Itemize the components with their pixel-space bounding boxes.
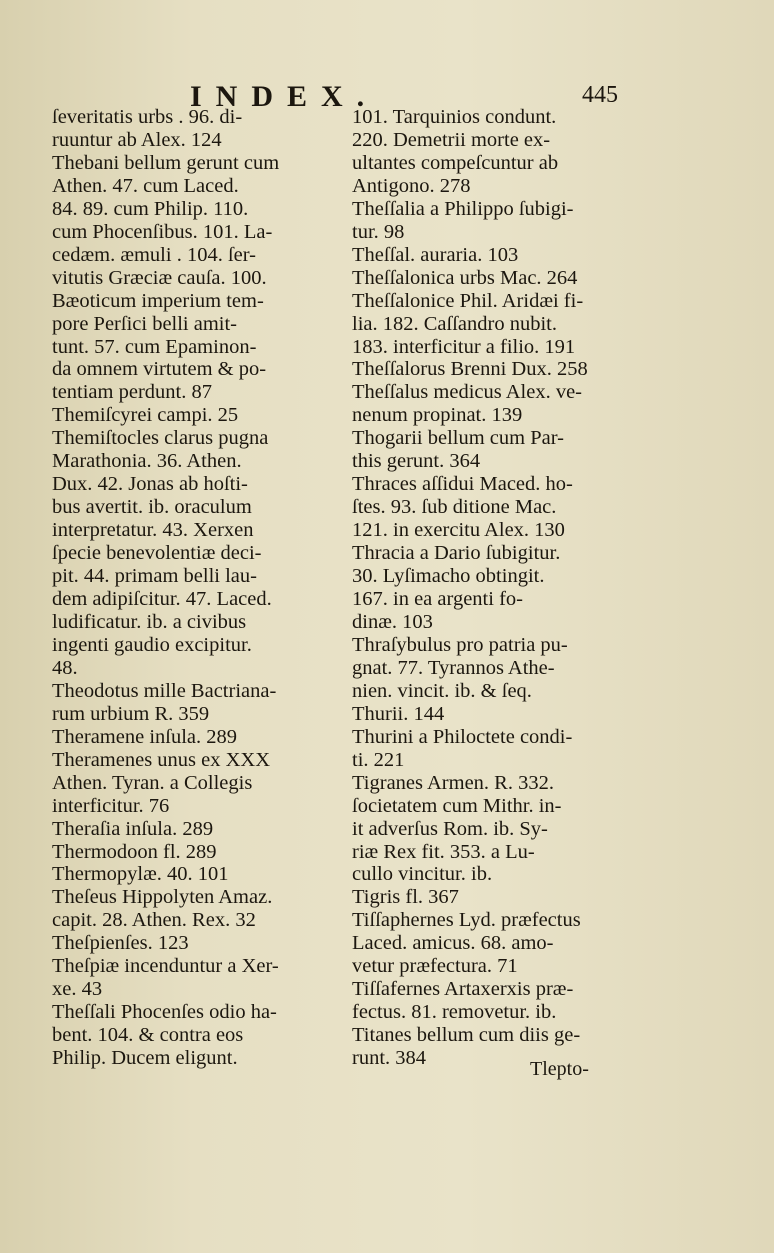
index-line: 183. interficitur a filio. 191 — [352, 335, 576, 358]
index-line: Laced. amicus. 68. amo- — [352, 932, 554, 955]
index-line: pit. 44. primam belli lau- — [52, 565, 257, 588]
index-line: Theſſalia a Philippo ſubigi- — [352, 197, 574, 220]
index-line: 101. Tarquinios condunt. — [352, 106, 557, 128]
index-line: Thraces aſſidui Maced. ho- — [352, 473, 573, 496]
index-line: ti. 221 — [352, 748, 405, 771]
index-line: ultantes compeſcuntur ab — [352, 151, 559, 174]
index-line: Tiſſafernes Artaxerxis præ- — [352, 978, 574, 1001]
index-line: cullo vincitur. ib. — [352, 863, 493, 886]
page-number: 445 — [582, 82, 618, 108]
index-line: Thebani bellum gerunt cum — [52, 151, 280, 174]
index-line: 30. Lyſimacho obtingit. — [352, 565, 545, 588]
index-line: capit. 28. Athen. Rex. 32 — [52, 909, 256, 932]
index-line: Theſſal. auraria. 103 — [352, 243, 519, 266]
index-line: Themiſtocles clarus pugna — [52, 427, 269, 450]
index-line: ſocietatem cum Mithr. in- — [352, 794, 562, 817]
index-line: 121. in exercitu Alex. 130 — [352, 519, 565, 542]
index-line: bent. 104. & contra eos — [52, 1024, 244, 1047]
index-line: Theramenes unus ex XXX — [52, 748, 271, 771]
index-line: Thogarii bellum cum Par- — [352, 427, 564, 450]
index-line: interpretatur. 43. Xerxen — [52, 519, 254, 542]
index-line: Dux. 42. Jonas ab hoſti- — [52, 473, 248, 496]
index-line: Thurini a Philoctete condi- — [352, 725, 573, 748]
index-line: Athen. Tyran. a Collegis — [52, 771, 253, 794]
index-line: tentiam perdunt. 87 — [52, 381, 212, 404]
index-line: Theraſia inſula. 289 — [52, 817, 214, 840]
index-line: ingenti gaudio excipitur. — [52, 633, 252, 656]
index-line: riæ Rex fit. 353. a Lu- — [352, 840, 535, 863]
index-line: Themiſcyrei campi. 25 — [52, 404, 239, 427]
index-line: Titanes bellum cum diis ge- — [352, 1024, 581, 1047]
index-line: Theſſalonice Phil. Aridæi fi- — [352, 289, 584, 312]
index-line: Theſſalorus Brenni Dux. 258 — [352, 358, 588, 381]
index-line: Antigono. 278 — [352, 174, 471, 197]
index-line: tur. 98 — [352, 220, 405, 243]
index-line: Marathonia. 36. Athen. — [52, 450, 242, 473]
index-line: ludificatur. ib. a civibus — [52, 610, 247, 633]
index-line: cedæm. æmuli . 104. ſer- — [52, 243, 256, 266]
index-line: rum urbium R. 359 — [52, 702, 210, 725]
index-line: lia. 182. Caſſandro nubit. — [352, 312, 557, 335]
index-line: 167. in ea argenti fo- — [352, 588, 523, 611]
index-line: cum Phocenſibus. 101. La- — [52, 220, 273, 243]
index-line: Theodotus mille Bactriana- — [52, 679, 277, 702]
index-line: dinæ. 103 — [352, 610, 433, 633]
index-line: 48. — [52, 656, 78, 679]
index-line: xe. 43 — [52, 978, 103, 1001]
index-column-right — [352, 106, 638, 1070]
index-line: Athen. 47. cum Laced. — [52, 174, 239, 197]
index-line: Theſpiæ incenduntur a Xer- — [52, 955, 279, 978]
index-line: Theſeus Hippolyten Amaz. — [52, 886, 273, 909]
index-line: ſeveritatis urbs . 96. di- — [52, 106, 243, 128]
index-line: da omnem virtutem & po- — [52, 358, 267, 381]
index-line: bus avertit. ib. oraculum — [52, 496, 252, 519]
index-line: vitutis Græciæ cauſa. 100. — [52, 266, 267, 289]
index-line: vetur præfectura. 71 — [352, 955, 518, 978]
index-line: fectus. 81. removetur. ib. — [352, 1001, 557, 1024]
index-line: Theramene inſula. 289 — [52, 725, 238, 748]
index-line: 84. 89. cum Philip. 110. — [52, 197, 249, 220]
index-line: this gerunt. 364 — [352, 450, 481, 473]
index-line: ruuntur ab Alex. 124 — [52, 128, 222, 151]
index-line: Theſſali Phocenſes odio ha- — [52, 1001, 277, 1024]
index-line: nenum propinat. 139 — [352, 404, 523, 427]
index-line: Thraſybulus pro patria pu- — [352, 633, 568, 656]
index-line: Theſſalus medicus Alex. ve- — [352, 381, 582, 404]
index-line: pore Perſici belli amit- — [52, 312, 238, 335]
index-line: Bæoticum imperium tem- — [52, 289, 264, 312]
index-line: Tigranes Armen. R. 332. — [352, 771, 554, 794]
index-line: nien. vincit. ib. & ſeq. — [352, 679, 532, 702]
index-line: Tiſſaphernes Lyd. præfectus — [352, 909, 581, 932]
index-line: Thurii. 144 — [352, 702, 445, 725]
index-line: 220. Demetrii morte ex- — [352, 128, 551, 151]
index-line: tunt. 57. cum Epaminon- — [52, 335, 257, 358]
index-line: Theſpienſes. 123 — [52, 932, 189, 955]
page-header: INDEX. — [190, 80, 379, 113]
index-line: interficitur. 76 — [52, 794, 170, 817]
index-line: Thermodoon fl. 289 — [52, 840, 217, 863]
index-line: Philip. Ducem eligunt. — [52, 1047, 238, 1070]
index-line: ſpecie benevolentiæ deci- — [52, 542, 262, 565]
index-line: Theſſalonica urbs Mac. 264 — [352, 266, 578, 289]
index-line: Thermopylæ. 40. 101 — [52, 863, 229, 886]
index-line: it adverſus Rom. ib. Sy- — [352, 817, 548, 840]
index-line: Thracia a Dario ſubigitur. — [352, 542, 561, 565]
index-line: dem adipiſcitur. 47. Laced. — [52, 588, 272, 611]
index-line: Tigris fl. 367 — [352, 886, 459, 909]
catchword: Tlepto- — [530, 1058, 589, 1080]
index-line: ſtes. 93. ſub ditione Mac. — [352, 496, 557, 519]
index-line: gnat. 77. Tyrannos Athe- — [352, 656, 555, 679]
index-line: runt. 384 — [352, 1047, 427, 1070]
index-column-left — [52, 106, 342, 1070]
